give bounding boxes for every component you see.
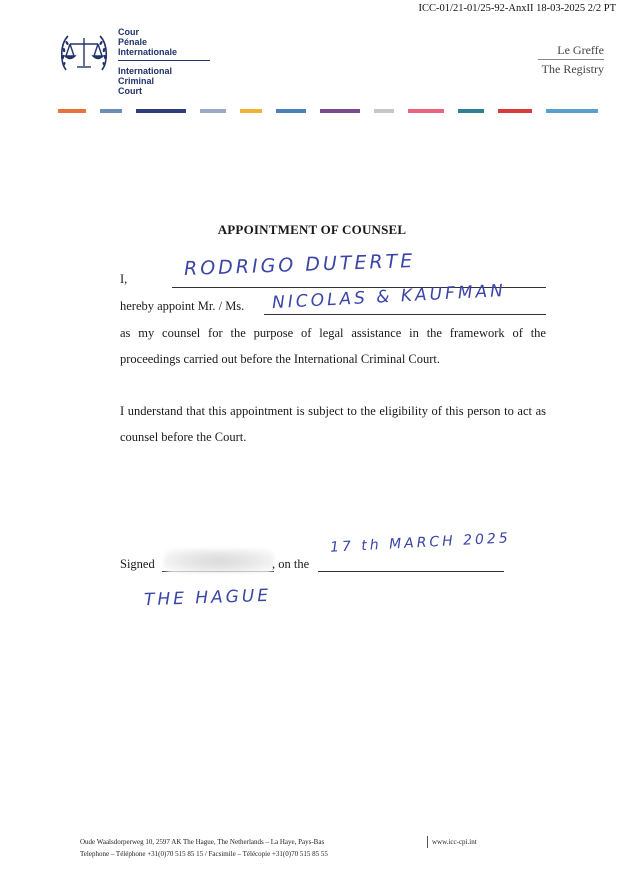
header-stripe	[408, 109, 444, 113]
date-rule	[318, 571, 504, 572]
registry-french: Le Greffe	[557, 43, 604, 57]
on-the-label: , on the	[272, 557, 310, 571]
paragraph-purpose: as my counsel for the purpose of legal assistance in the framework of the proceedings carried out before the International Criminal Court.	[120, 326, 546, 366]
line2-rule	[264, 314, 546, 315]
signed-label: Signed	[120, 557, 155, 571]
redacted-signature	[164, 549, 274, 573]
header-stripe	[200, 109, 226, 113]
header-stripe	[240, 109, 262, 113]
footer-phone: Telephone – Téléphone +31(0)70 515 85 15 / Facsimile – Télécopie +31(0)70 515 85 55	[80, 850, 328, 858]
footer-separator	[427, 836, 428, 848]
line2-prefix: hereby appoint Mr. / Ms.	[120, 299, 245, 313]
place-handwritten: THE HAGUE	[143, 585, 272, 611]
header-color-stripes	[58, 109, 604, 115]
header-stripe	[458, 109, 484, 113]
line2-handwritten-counsel: NICOLAS & KAUFMAN	[271, 280, 507, 314]
header-stripe	[320, 109, 360, 113]
icc-scales-logo-icon	[58, 30, 110, 78]
header-stripe	[136, 109, 186, 113]
line1-prefix: I,	[120, 272, 128, 286]
org-name-french: Cour Pénale Internationale	[118, 27, 178, 57]
header-stripe	[58, 109, 86, 113]
header-stripe	[374, 109, 394, 113]
line1-handwritten-name: RODRIGO DUTERTE	[183, 249, 416, 281]
document-title: APPOINTMENT OF COUNSEL	[217, 222, 407, 237]
document-reference: ICC-01/21-01/25-92-AnxII 18-03-2025 2/2 PT	[418, 3, 616, 14]
header-stripe	[100, 109, 122, 113]
header-stripe	[276, 109, 306, 113]
footer-website-link[interactable]: www.icc-cpi.int	[432, 838, 477, 846]
registry-english: The Registry	[541, 62, 604, 76]
org-name-divider	[118, 60, 210, 61]
registry-divider	[538, 59, 604, 60]
org-name-english: International Criminal Court	[118, 66, 173, 96]
paragraph-eligibility: I understand that this appointment is subject to the eligibility of this person to act as counsel before the Court.	[120, 404, 546, 444]
footer-address: Oude Waalsdorperweg 10, 2597 AK The Hague, The Netherlands – La Haye, Pays-Bas	[80, 838, 325, 846]
header-stripe	[498, 109, 532, 113]
header-stripe	[546, 109, 598, 113]
date-handwritten: 17 th MARCH 2025	[329, 530, 512, 556]
